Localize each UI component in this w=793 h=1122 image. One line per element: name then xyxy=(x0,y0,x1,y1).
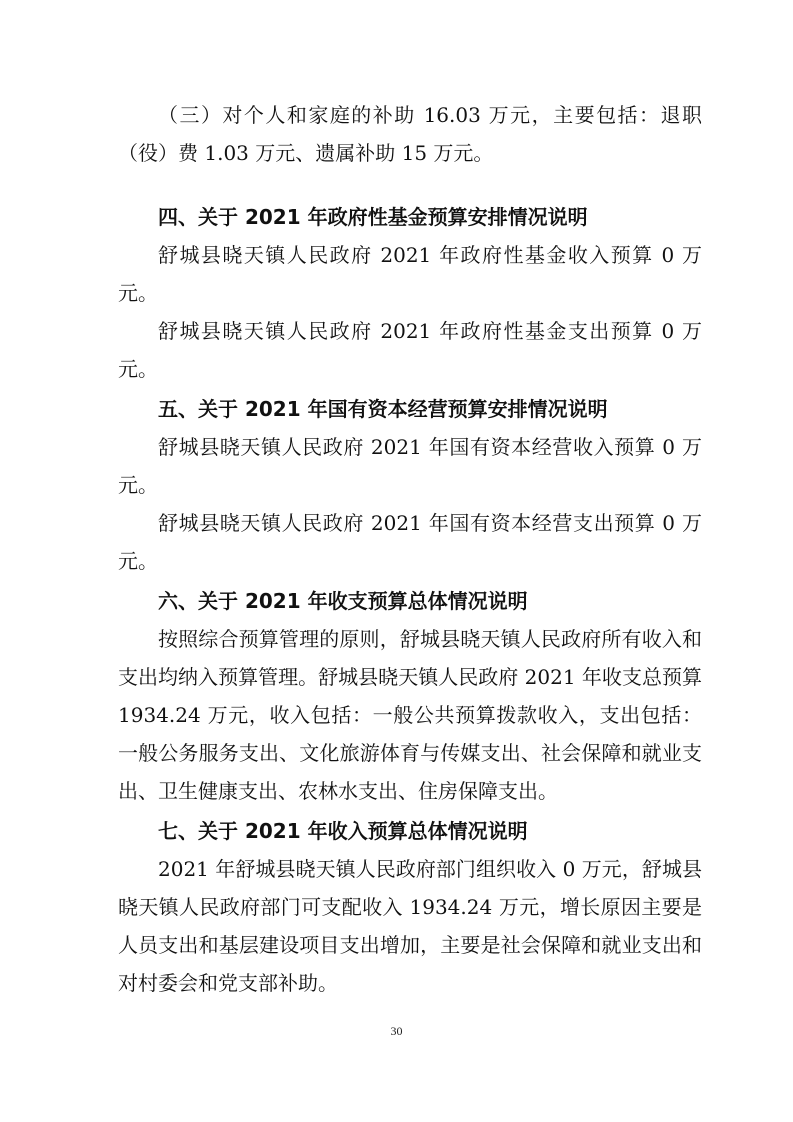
page-number: 30 xyxy=(390,1024,403,1038)
paragraph-government-fund-expense: 舒城县晓天镇人民政府 2021 年政府性基金支出预算 0 万元。 xyxy=(118,319,702,381)
paragraph-state-capital-expense: 舒城县晓天镇人民政府 2021 年国有资本经营支出预算 0 万元。 xyxy=(118,511,702,573)
paragraph-state-capital-income: 舒城县晓天镇人民政府 2021 年国有资本经营收入预算 0 万元。 xyxy=(118,435,702,497)
heading-government-fund-budget: 四、关于 2021 年政府性基金预算安排情况说明 xyxy=(158,205,588,229)
paragraph-overall-budget: 按照综合预算管理的原则，舒城县晓天镇人民政府所有收入和支出均纳入预算管理。舒城县晓天镇人民政府 2021 年收支总预算 1934.24 万元，收入包括：一般公共预算拨款收入，支出包括：一般公务服务支出、文化旅游体育与传媒支出、社会保障和就业支出、卫生健康支出、农林水支出、住房保障支出。 xyxy=(118,627,702,803)
heading-overall-budget: 六、关于 2021 年收支预算总体情况说明 xyxy=(158,589,528,613)
paragraph-individual-family-subsidy: （三）对个人和家庭的补助 16.03 万元，主要包括：退职（役）费 1.03 万元、遗属补助 15 万元。 xyxy=(118,103,702,165)
section-gap xyxy=(118,172,702,192)
paragraph-income-budget: 2021 年舒城县晓天镇人民政府部门组织收入 0 万元，舒城县晓天镇人民政府部门可支配收入 1934.24 万元，增长原因主要是人员支出和基层建设项目支出增加，主要是社会保障和就业支出和对村委会和党支部补助。 xyxy=(118,857,702,995)
heading-income-budget: 七、关于 2021 年收入预算总体情况说明 xyxy=(158,819,528,843)
paragraph-government-fund-income: 舒城县晓天镇人民政府 2021 年政府性基金收入预算 0 万元。 xyxy=(118,243,702,305)
heading-state-capital-budget: 五、关于 2021 年国有资本经营预算安排情况说明 xyxy=(158,397,608,421)
document-page xyxy=(118,96,702,1002)
